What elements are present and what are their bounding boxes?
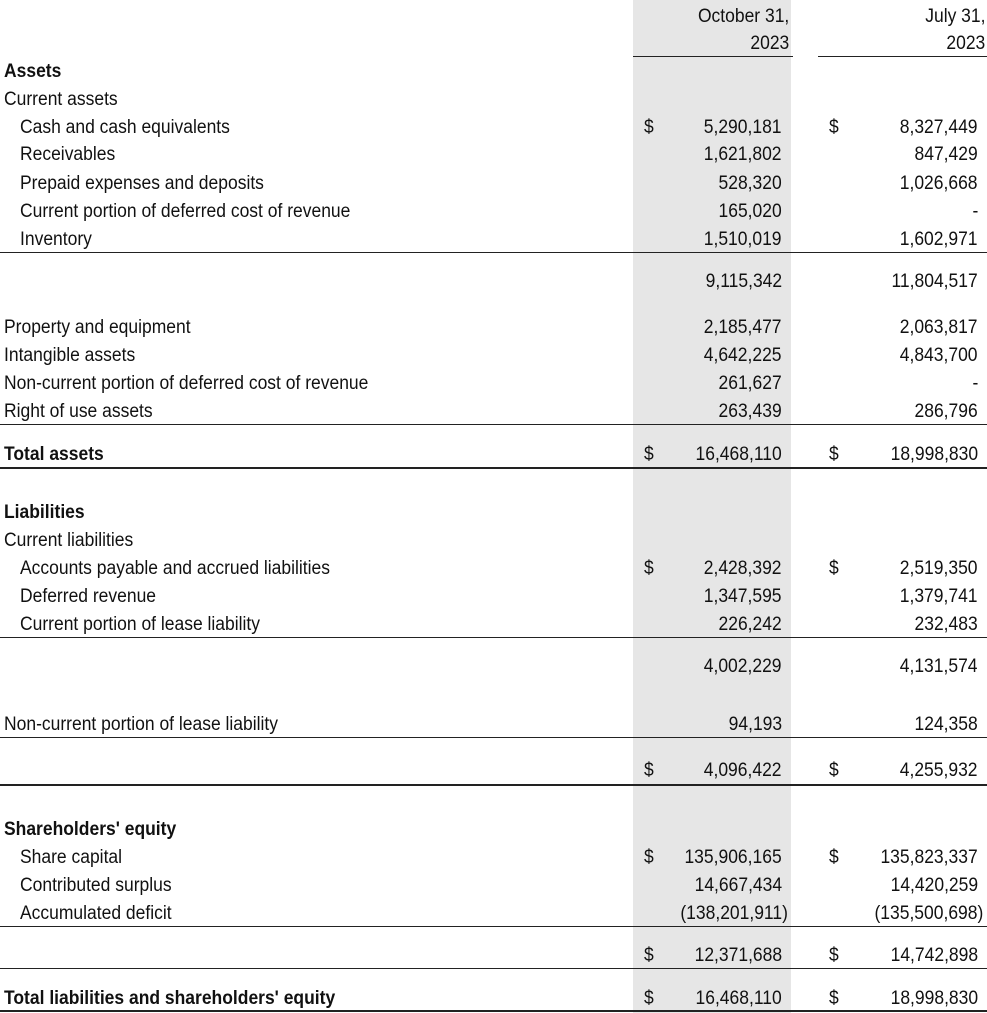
value-oct-2023: 2,185,477 (704, 317, 782, 338)
currency-symbol: $ (829, 847, 839, 868)
currency-symbol: $ (644, 945, 654, 966)
value-oct-2023: 4,096,422 (704, 760, 782, 781)
subtotal-rule (0, 424, 987, 425)
value-jul-2023: 14,742,898 (890, 945, 978, 966)
value-oct-2023: 165,020 (718, 201, 782, 222)
currency-symbol: $ (829, 945, 839, 966)
row-label: Current liabilities (4, 530, 134, 551)
row-label: Shareholders' equity (4, 819, 177, 840)
col2-header-line2: 2023 (946, 33, 985, 54)
row-label: Intangible assets (4, 345, 136, 366)
value-jul-2023: 2,063,817 (900, 317, 978, 338)
currency-symbol: $ (829, 117, 839, 138)
value-oct-2023: 14,667,434 (694, 875, 782, 896)
subtotal-rule (0, 968, 987, 969)
subtotal-rule (0, 252, 987, 253)
currency-symbol: $ (644, 117, 654, 138)
value-oct-2023: 16,468,110 (695, 988, 782, 1009)
row-label: Accounts payable and accrued liabilities (20, 558, 330, 579)
value-jul-2023: 1,026,668 (900, 173, 978, 194)
value-oct-2023: 4,002,229 (704, 656, 782, 677)
row-label: Current portion of lease liability (20, 614, 260, 635)
value-jul-2023: 1,602,971 (900, 229, 978, 250)
col1-header-underline (633, 56, 793, 57)
value-jul-2023: 8,327,449 (900, 117, 978, 138)
row-label: Liabilities (4, 502, 85, 523)
subtotal-rule (0, 737, 987, 738)
row-label: Assets (4, 61, 62, 82)
value-oct-2023: 2,428,392 (704, 558, 782, 579)
currency-symbol: $ (644, 988, 654, 1009)
col2-header-underline (818, 56, 987, 57)
value-jul-2023: 4,843,700 (900, 345, 978, 366)
col2-header-line1: July 31, (924, 6, 985, 27)
row-label: Cash and cash equivalents (20, 117, 230, 138)
total-rule (0, 1010, 987, 1012)
row-label: Inventory (20, 229, 92, 250)
currency-symbol: $ (644, 558, 654, 579)
row-label: Contributed surplus (20, 875, 172, 896)
value-jul-2023: 14,420,259 (890, 875, 978, 896)
value-jul-2023: 4,255,932 (900, 760, 978, 781)
value-jul-2023: - (972, 201, 978, 222)
currency-symbol: $ (644, 444, 654, 465)
row-label: Total liabilities and shareholders' equity (4, 988, 336, 1009)
col1-header-line2: 2023 (750, 33, 789, 54)
value-jul-2023: 18,998,830 (890, 444, 978, 465)
row-label: Receivables (20, 144, 116, 165)
value-jul-2023: 286,796 (914, 401, 978, 422)
value-oct-2023: 1,347,595 (704, 586, 782, 607)
value-oct-2023: 226,242 (718, 614, 782, 635)
row-label: Total assets (4, 444, 104, 465)
value-oct-2023: 261,627 (718, 373, 782, 394)
value-jul-2023: 18,998,830 (890, 988, 978, 1009)
row-label: Property and equipment (4, 317, 191, 338)
row-label: Deferred revenue (20, 586, 157, 607)
row-label: Right of use assets (4, 401, 153, 422)
value-oct-2023: 12,371,688 (694, 945, 782, 966)
currency-symbol: $ (829, 988, 839, 1009)
value-jul-2023: 2,519,350 (900, 558, 978, 579)
total-rule (0, 784, 987, 786)
row-label: Non-current portion of deferred cost of revenue (4, 373, 369, 394)
total-rule (0, 467, 987, 469)
currency-symbol: $ (829, 760, 839, 781)
value-jul-2023: 11,804,517 (891, 271, 978, 292)
value-oct-2023: 4,642,225 (704, 345, 782, 366)
row-label: Share capital (20, 847, 123, 868)
value-jul-2023: 135,823,337 (880, 847, 978, 868)
value-jul-2023: - (972, 373, 978, 394)
col1-header-line1: October 31, (697, 6, 789, 27)
value-oct-2023: 263,439 (718, 401, 782, 422)
value-jul-2023: 232,483 (914, 614, 978, 635)
value-jul-2023: (135,500,698) (874, 903, 983, 924)
value-oct-2023: 9,115,342 (705, 271, 782, 292)
row-label: Non-current portion of lease liability (4, 714, 278, 735)
value-jul-2023: 1,379,741 (900, 586, 978, 607)
value-oct-2023: 16,468,110 (695, 444, 782, 465)
value-oct-2023: 1,510,019 (704, 229, 782, 250)
row-label: Current portion of deferred cost of revenue (20, 201, 351, 222)
value-jul-2023: 4,131,574 (900, 656, 978, 677)
currency-symbol: $ (644, 760, 654, 781)
currency-symbol: $ (644, 847, 654, 868)
value-oct-2023: 94,193 (728, 714, 782, 735)
value-oct-2023: 5,290,181 (704, 117, 782, 138)
value-oct-2023: 1,621,802 (704, 144, 782, 165)
value-jul-2023: 847,429 (914, 144, 978, 165)
value-oct-2023: (138,201,911) (680, 903, 788, 924)
currency-symbol: $ (829, 558, 839, 579)
row-label: Current assets (4, 89, 118, 110)
value-oct-2023: 135,906,165 (684, 847, 782, 868)
value-oct-2023: 528,320 (718, 173, 782, 194)
row-label: Accumulated deficit (20, 903, 172, 924)
subtotal-rule (0, 926, 987, 927)
subtotal-rule (0, 637, 987, 638)
currency-symbol: $ (829, 444, 839, 465)
row-label: Prepaid expenses and deposits (20, 173, 264, 194)
value-jul-2023: 124,358 (914, 714, 978, 735)
